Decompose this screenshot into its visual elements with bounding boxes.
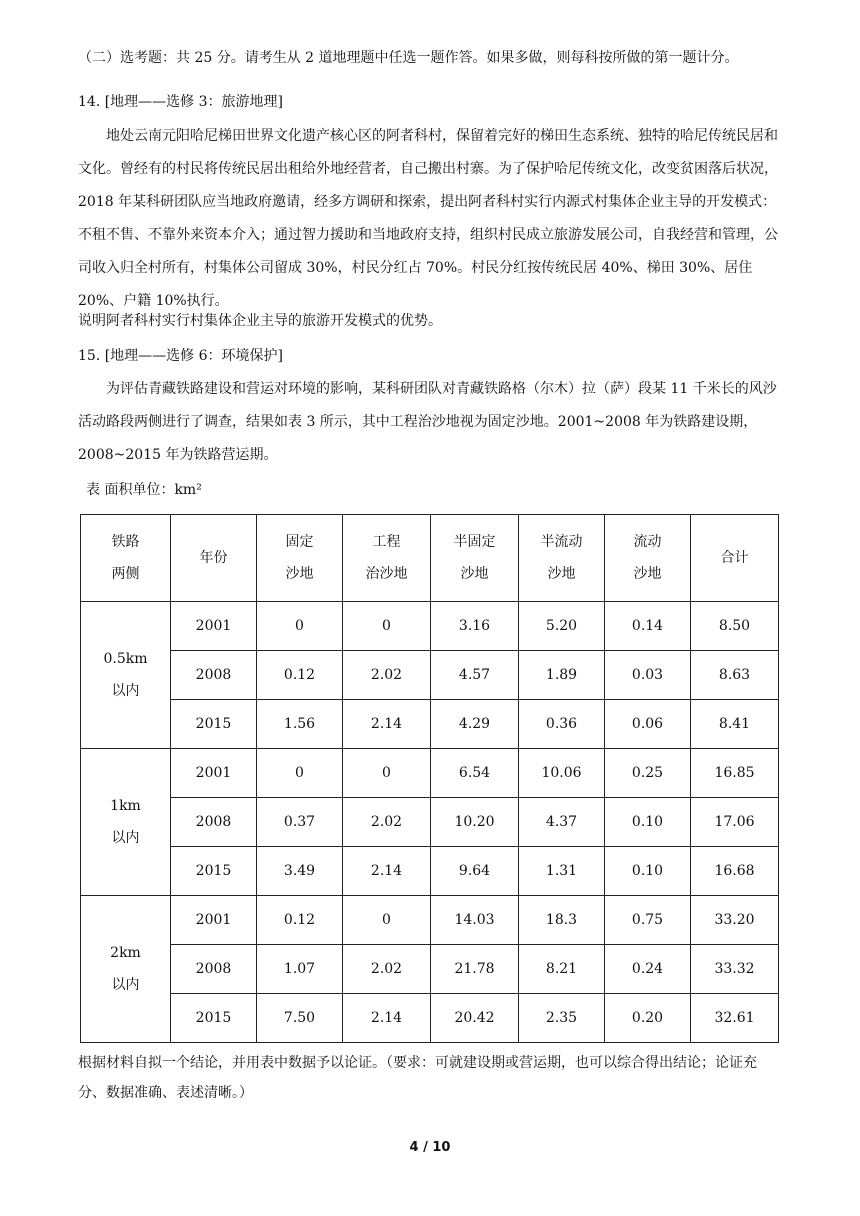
table-cell: 2001: [171, 602, 257, 651]
table-cell: 18.3: [519, 896, 605, 945]
table-cell: 10.20: [431, 798, 519, 847]
table-cell: 2001: [171, 749, 257, 798]
table-cell: 0.24: [605, 945, 691, 994]
table-cell: 4.57: [431, 651, 519, 700]
table-group-label-text: 以内: [111, 830, 140, 846]
table-cell: 16.85: [691, 749, 779, 798]
table-cell: 0.10: [605, 798, 691, 847]
table-header-text: 半固定: [453, 534, 496, 550]
table-cell: 33.20: [691, 896, 779, 945]
table-group-label: [81, 896, 171, 1043]
table-header-cell: [431, 515, 519, 602]
table-cell: 21.78: [431, 945, 519, 994]
question-15-paragraph: [78, 373, 784, 472]
table-group-label: [81, 602, 171, 749]
table-cell: 2015: [171, 994, 257, 1043]
table-cell: 2.14: [343, 847, 431, 896]
table-cell: 1.56: [257, 700, 343, 749]
table-header-text: 固定: [285, 534, 314, 550]
table-cell: 9.64: [431, 847, 519, 896]
table-cell: 8.21: [519, 945, 605, 994]
table-header-text: 沙地: [633, 566, 662, 582]
section-intro: （二）选考题：共 25 分。请考生从 2 道地理题中任选一题作答。如果多做，则每科按所做的第一题计分。: [78, 50, 739, 66]
table-cell: 10.06: [519, 749, 605, 798]
table-cell: 0.06: [605, 700, 691, 749]
table-cell: 2008: [171, 651, 257, 700]
table-cell: 0.75: [605, 896, 691, 945]
table-cell: 20.42: [431, 994, 519, 1043]
table-cell: 2.02: [343, 945, 431, 994]
table-header-text: 半流动: [540, 534, 583, 550]
table-cell: 2.02: [343, 651, 431, 700]
table-cell: 5.20: [519, 602, 605, 651]
table-cell: 0: [257, 602, 343, 651]
table-row: [81, 994, 779, 1043]
table-cell: 14.03: [431, 896, 519, 945]
table-row: [81, 602, 779, 651]
table-header-text: 沙地: [547, 566, 576, 582]
table-cell: 0.25: [605, 749, 691, 798]
table-cell: 17.06: [691, 798, 779, 847]
table-cell: 8.41: [691, 700, 779, 749]
sand-area-table: [80, 514, 779, 1043]
table-cell: 0.14: [605, 602, 691, 651]
table-cell: 0.20: [605, 994, 691, 1043]
question-15-title: 15. [地理——选修 6：环境保护]: [78, 348, 283, 364]
table-cell: 32.61: [691, 994, 779, 1043]
table-cell: 2001: [171, 896, 257, 945]
table-cell: 2.02: [343, 798, 431, 847]
table-cell: 4.37: [519, 798, 605, 847]
table-row: [81, 700, 779, 749]
table-caption: 表 面积单位：km²: [86, 482, 202, 498]
table-cell: 0.36: [519, 700, 605, 749]
table-header-text: 沙地: [285, 566, 314, 582]
table-header-cell: [691, 515, 779, 602]
table-cell: 0: [343, 896, 431, 945]
table-cell: 3.16: [431, 602, 519, 651]
table-cell: 33.32: [691, 945, 779, 994]
table-header-cell: [605, 515, 691, 602]
table-cell: 2.14: [343, 700, 431, 749]
table-group-label-text: 以内: [111, 977, 140, 993]
table-cell: 0: [343, 749, 431, 798]
table-cell: 1.31: [519, 847, 605, 896]
table-cell: 2015: [171, 700, 257, 749]
question-14-paragraph-text: 地处云南元阳哈尼梯田世界文化遗产核心区的阿者科村，保留着完好的梯田生态系统、独特的哈尼传统民居和文化。曾经有的村民将传统民居出租给外地经营者，自己搬出村寨。为了保护哈尼传统文化，改变贫困落后状况，2018 年某科研团队应当地政府邀请，经多方调研和探索，提出阿者科村实行内源式村集体企业主导的开发模式：不租不售、不靠外来资本介入；通过智力援助和当地政府支持，组织村民成立旅游发展公司，自我经营和管理，公司收入归全村所有，村集体公司留成 30%，村民分红占 70%。村民分红按传统民居 40%、梯田 30%、居住 20%、户籍 10%执行。: [78, 128, 778, 309]
question-14-prompt: 说明阿者科村实行村集体企业主导的旅游开发模式的优势。: [78, 313, 442, 329]
table-group-label-text: 2km: [110, 945, 141, 961]
table-header-cell: [81, 515, 171, 602]
table-row: [81, 847, 779, 896]
table-cell: 7.50: [257, 994, 343, 1043]
table-cell: 6.54: [431, 749, 519, 798]
table-header-text: 工程: [372, 534, 401, 550]
page-number: 4 / 10: [409, 1140, 451, 1155]
table-cell: 0.03: [605, 651, 691, 700]
question-15-paragraph-text: 为评估青藏铁路建设和营运对环境的影响，某科研团队对青藏铁路格（尔木）拉（萨）段某 11 千米长的风沙活动路段两侧进行了调查，结果如表 3 所示，其中工程治沙地视为固定沙地。2001~2008 年为铁路建设期，2008~2015 年为铁路营运期。: [78, 381, 777, 463]
table-cell: 0: [257, 749, 343, 798]
table-cell: 1.07: [257, 945, 343, 994]
table-header-text: 两侧: [111, 566, 140, 582]
table-header-text: 治沙地: [365, 566, 408, 582]
table-row: [81, 749, 779, 798]
table-cell: 2015: [171, 847, 257, 896]
question-15-prompt: 根据材料自拟一个结论，并用表中数据予以论证。（要求：可就建设期或营运期，也可以综合得出结论；论证充分、数据准确、表述清晰。）: [78, 1055, 757, 1101]
table-cell: 2.35: [519, 994, 605, 1043]
table-header-text: 沙地: [460, 566, 489, 582]
table-group-label: [81, 749, 171, 896]
table-group-label-text: 以内: [111, 683, 140, 699]
table-cell: 0.12: [257, 651, 343, 700]
table-row: [81, 896, 779, 945]
table-cell: 2008: [171, 945, 257, 994]
table-cell: 2008: [171, 798, 257, 847]
table-cell: 0.37: [257, 798, 343, 847]
table-header-cell: [257, 515, 343, 602]
table-header-cell: [343, 515, 431, 602]
question-14-paragraph: [78, 120, 784, 318]
table-cell: 8.63: [691, 651, 779, 700]
table-row: [81, 798, 779, 847]
table-header-cell: [171, 515, 257, 602]
question-14-title: 14. [地理——选修 3：旅游地理]: [78, 94, 283, 110]
table-cell: 16.68: [691, 847, 779, 896]
table-cell: 0: [343, 602, 431, 651]
table-header-text: 合计: [720, 550, 749, 566]
table-cell: 2.14: [343, 994, 431, 1043]
table-cell: 0.10: [605, 847, 691, 896]
table-header-row: [81, 515, 779, 602]
table-row: [81, 651, 779, 700]
table-cell: 0.12: [257, 896, 343, 945]
table-header-text: 年份: [199, 550, 228, 566]
table-cell: 8.50: [691, 602, 779, 651]
table-header-text: 铁路: [111, 534, 140, 550]
table-header-cell: [519, 515, 605, 602]
table-group-label-text: 0.5km: [103, 651, 148, 667]
table-cell: 3.49: [257, 847, 343, 896]
table-cell: 1.89: [519, 651, 605, 700]
table-row: [81, 945, 779, 994]
table-header-text: 流动: [633, 534, 662, 550]
table-cell: 4.29: [431, 700, 519, 749]
table-group-label-text: 1km: [110, 798, 141, 814]
